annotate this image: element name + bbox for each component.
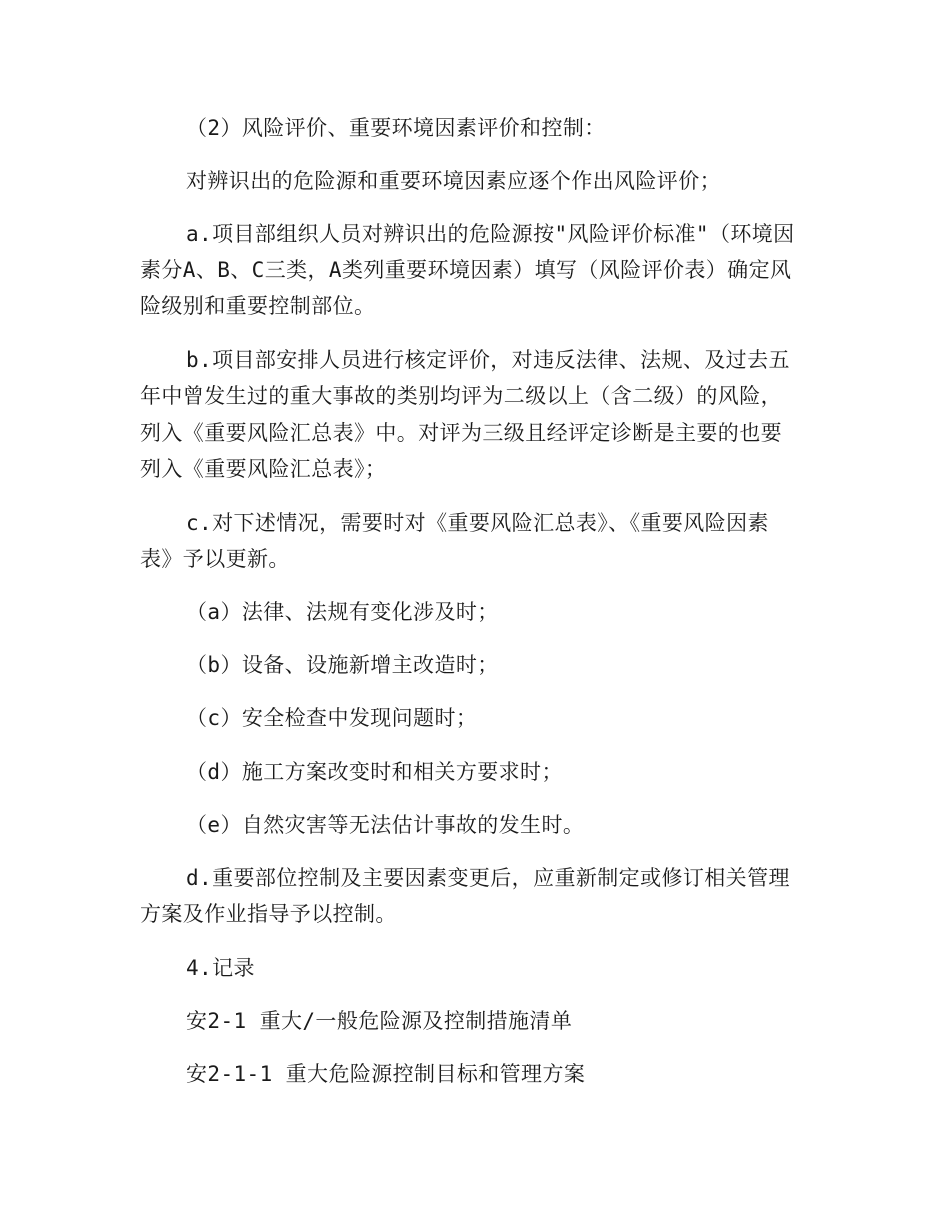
item-c-line-1: c.对下述情况，需要时对《重要风险汇总表》、《重要风险因素 [186, 511, 769, 535]
record-item: 安2-1 重大/一般危险源及控制措施清单 [186, 1009, 573, 1033]
records-heading: 4.记录 [186, 956, 255, 980]
item-d-line-2: 方案及作业指导予以控制。 [140, 902, 397, 926]
record-item: 安2-1-1 重大危险源控制目标和管理方案 [186, 1062, 586, 1086]
item-a-line-1: a.项目部组织人员对辨识出的危险源按"风险评价标准"（环境因 [186, 222, 795, 246]
section-heading: （2）风险评价、重要环境因素评价和控制： [186, 116, 606, 140]
item-a-line-2: 素分A、B、C三类，A类列重要环境因素）填写（风险评价表）确定风 [140, 258, 792, 282]
item-a-line-3: 险级别和重要控制部位。 [140, 294, 376, 318]
item-b-line-3: 列入《重要风险汇总表》中。对评为三级且经评定诊断是主要的也要 [140, 421, 782, 445]
item-d-line-1: d.重要部位控制及主要因素变更后，应重新制定或修订相关管理 [186, 866, 790, 890]
sub-item-d: （d）施工方案改变时和相关方要求时； [186, 760, 563, 784]
item-c-line-2: 表》予以更新。 [140, 547, 290, 571]
item-b-line-2: 年中曾发生过的重大事故的类别均评为二级以上（含二级）的风险， [140, 384, 782, 408]
sub-item-b: （b）设备、设施新增主改造时； [186, 653, 499, 677]
sub-item-c: （c）安全检查中发现问题时； [186, 706, 478, 730]
sub-item-e: （e）自然灾害等无法估计事故的发生时。 [186, 813, 585, 837]
intro-paragraph: 对辨识出的危险源和重要环境因素应逐个作出风险评价； [186, 169, 721, 193]
item-b-line-4: 列入《重要风险汇总表》； [140, 457, 387, 481]
sub-item-a: （a）法律、法规有变化涉及时； [186, 600, 499, 624]
item-b-line-1: b.项目部安排人员进行核定评价，对违反法律、法规、及过去五 [186, 348, 790, 372]
